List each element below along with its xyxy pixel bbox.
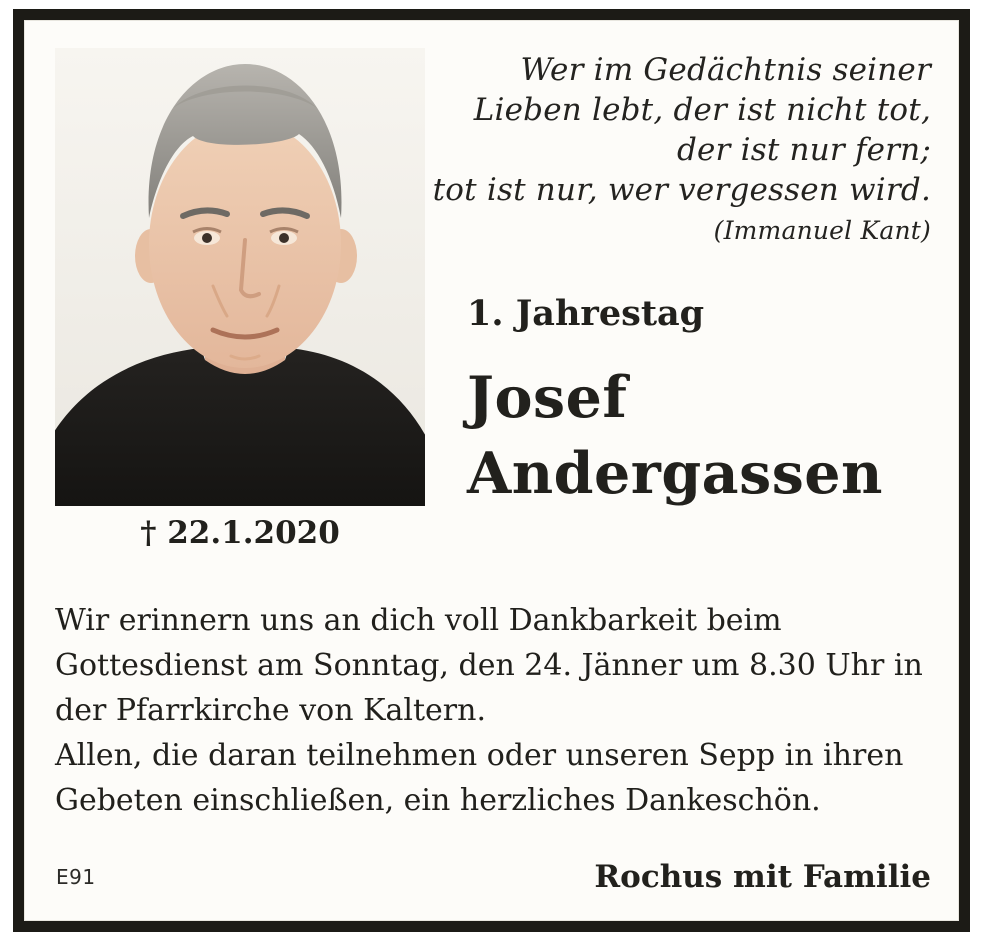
quote-line: Lieben lebt, der ist nicht tot, (473, 92, 931, 128)
announcement-paragraph: Allen, die daran teilnehmen oder unseren Sepp in ihren Gebeten einschließen, ein herzliches Dankeschön. (55, 738, 904, 818)
anniversary-heading: 1. Jahrestag (467, 293, 705, 334)
deceased-last-name: Andergassen (467, 440, 883, 507)
quote-line: Wer im Gedächtnis seiner (520, 52, 931, 88)
print-code: E91 (56, 865, 96, 889)
quote-line: tot ist nur, wer vergessen wird. (432, 172, 931, 208)
quote-line: der ist nur fern; (676, 132, 931, 168)
family-signature: Rochus mit Familie (594, 859, 931, 895)
portrait-illustration (55, 48, 425, 506)
portrait-photo (55, 48, 425, 506)
title-block (467, 292, 957, 512)
announcement-paragraph: Wir erinnern uns an dich voll Dankbarkeit beim Gottesdienst am Sonntag, den 24. Jänner um 8.30 Uhr in der Pfarrkirche von Kaltern. (55, 603, 923, 728)
death-date: † 22.1.2020 (140, 515, 340, 551)
announcement-text (55, 598, 945, 823)
card-frame (13, 9, 970, 932)
deceased-first-name: Josef (467, 364, 628, 431)
memorial-quote (411, 50, 931, 250)
quote-attribution: (Immanuel Kant) (713, 216, 931, 245)
